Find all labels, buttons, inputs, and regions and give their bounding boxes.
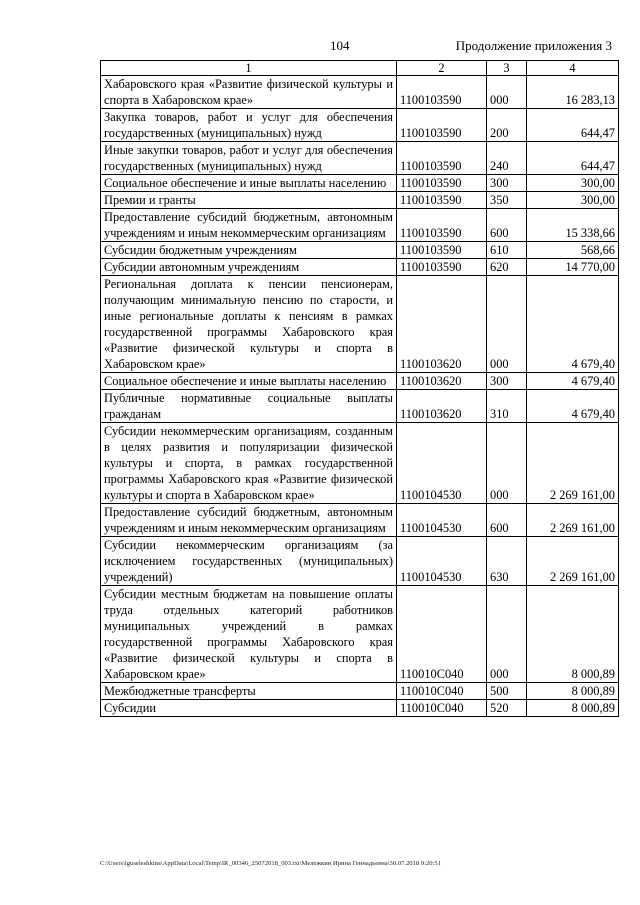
cell-type: 000 bbox=[487, 76, 527, 109]
cell-code: 1100104530 bbox=[397, 423, 487, 504]
table-row bbox=[101, 586, 619, 683]
cell-name: Субсидии bbox=[101, 700, 397, 717]
cell-name: Публичные нормативные социальные выплаты гражданам bbox=[101, 390, 397, 423]
cell-code: 1100103590 bbox=[397, 175, 487, 192]
cell-sum: 2 269 161,00 bbox=[527, 504, 619, 537]
cell-sum: 8 000,89 bbox=[527, 683, 619, 700]
cell-type: 310 bbox=[487, 390, 527, 423]
table-row bbox=[101, 209, 619, 242]
table-body bbox=[101, 76, 619, 717]
cell-sum: 15 338,66 bbox=[527, 209, 619, 242]
cell-name: Межбюджетные трансферты bbox=[101, 683, 397, 700]
cell-code: 1100103590 bbox=[397, 242, 487, 259]
table-row bbox=[101, 76, 619, 109]
cell-code: 1100103590 bbox=[397, 142, 487, 175]
table-row bbox=[101, 390, 619, 423]
cell-code: 1100104530 bbox=[397, 537, 487, 586]
cell-sum: 2 269 161,00 bbox=[527, 423, 619, 504]
table-header-row bbox=[101, 61, 619, 76]
file-path-footer: C:\Users\iguseleshkina\AppData\Local\Temp\IR_00346_25072018_003.txt\Мележкин Ирина Геннадьевна\30.07.2018 9:20:51 bbox=[100, 860, 441, 867]
cell-code: 1100103590 bbox=[397, 192, 487, 209]
cell-type: 600 bbox=[487, 504, 527, 537]
cell-sum: 300,00 bbox=[527, 192, 619, 209]
cell-name: Премии и гранты bbox=[101, 192, 397, 209]
cell-name: Субсидии некоммерческим организациям, созданным в целях развития и популяризации физической культуры и спорта, в рамках государственной программы Хабаровского края «Развитие физической культуры и спорта в Хабаровском крае» bbox=[101, 423, 397, 504]
cell-code: 1100104530 bbox=[397, 504, 487, 537]
column-header-name: 1 bbox=[101, 61, 397, 76]
page-header bbox=[0, 38, 640, 58]
cell-sum: 2 269 161,00 bbox=[527, 537, 619, 586]
cell-code: 1100103620 bbox=[397, 276, 487, 373]
cell-code: 1100103590 bbox=[397, 209, 487, 242]
cell-type: 630 bbox=[487, 537, 527, 586]
cell-code: 1100103590 bbox=[397, 259, 487, 276]
cell-name: Иные закупки товаров, работ и услуг для обеспечения государственных (муниципальных) нужд bbox=[101, 142, 397, 175]
column-header-type: 3 bbox=[487, 61, 527, 76]
cell-code: 1100103590 bbox=[397, 109, 487, 142]
cell-code: 110010С040 bbox=[397, 700, 487, 717]
cell-name: Субсидии некоммерческим организациям (за исключением государственных (муниципальных) учреждений) bbox=[101, 537, 397, 586]
column-header-sum: 4 bbox=[527, 61, 619, 76]
cell-code: 1100103620 bbox=[397, 390, 487, 423]
cell-code: 110010С040 bbox=[397, 683, 487, 700]
table-row bbox=[101, 373, 619, 390]
budget-table bbox=[100, 60, 619, 717]
table-row bbox=[101, 175, 619, 192]
cell-type: 520 bbox=[487, 700, 527, 717]
page-number: 104 bbox=[330, 38, 350, 53]
cell-sum: 568,66 bbox=[527, 242, 619, 259]
cell-sum: 8 000,89 bbox=[527, 700, 619, 717]
table-row bbox=[101, 276, 619, 373]
cell-sum: 644,47 bbox=[527, 109, 619, 142]
table-row bbox=[101, 109, 619, 142]
cell-type: 300 bbox=[487, 373, 527, 390]
table-row bbox=[101, 423, 619, 504]
table-row bbox=[101, 242, 619, 259]
cell-type: 200 bbox=[487, 109, 527, 142]
cell-sum: 4 679,40 bbox=[527, 390, 619, 423]
cell-name: Субсидии бюджетным учреждениям bbox=[101, 242, 397, 259]
cell-code: 110010С040 bbox=[397, 586, 487, 683]
cell-type: 600 bbox=[487, 209, 527, 242]
table-row bbox=[101, 192, 619, 209]
cell-name: Социальное обеспечение и иные выплаты населению bbox=[101, 373, 397, 390]
cell-type: 000 bbox=[487, 586, 527, 683]
cell-sum: 14 770,00 bbox=[527, 259, 619, 276]
table-row bbox=[101, 537, 619, 586]
cell-type: 240 bbox=[487, 142, 527, 175]
table-row bbox=[101, 142, 619, 175]
cell-name: Хабаровского края «Развитие физической культуры и спорта в Хабаровском крае» bbox=[101, 76, 397, 109]
cell-type: 350 bbox=[487, 192, 527, 209]
cell-type: 000 bbox=[487, 423, 527, 504]
cell-code: 1100103590 bbox=[397, 76, 487, 109]
cell-code: 1100103620 bbox=[397, 373, 487, 390]
cell-type: 610 bbox=[487, 242, 527, 259]
table-row bbox=[101, 504, 619, 537]
table-row bbox=[101, 700, 619, 717]
cell-type: 620 bbox=[487, 259, 527, 276]
cell-sum: 300,00 bbox=[527, 175, 619, 192]
table-row bbox=[101, 259, 619, 276]
continuation-label: Продолжение приложения 3 bbox=[455, 38, 612, 53]
cell-name: Закупка товаров, работ и услуг для обеспечения государственных (муниципальных) нужд bbox=[101, 109, 397, 142]
cell-type: 300 bbox=[487, 175, 527, 192]
cell-sum: 16 283,13 bbox=[527, 76, 619, 109]
cell-sum: 4 679,40 bbox=[527, 373, 619, 390]
cell-name: Субсидии местным бюджетам на повышение оплаты труда отдельных категорий работников муниципальных учреждений в рамках государственной программы Хабаровского края «Развитие физической культуры и спорта в Хабаровском крае» bbox=[101, 586, 397, 683]
cell-sum: 644,47 bbox=[527, 142, 619, 175]
cell-name: Предоставление субсидий бюджетным, автономным учреждениям и иным некоммерческим организациям bbox=[101, 209, 397, 242]
cell-type: 500 bbox=[487, 683, 527, 700]
cell-type: 000 bbox=[487, 276, 527, 373]
cell-name: Субсидии автономным учреждениям bbox=[101, 259, 397, 276]
table-row bbox=[101, 683, 619, 700]
column-header-code: 2 bbox=[397, 61, 487, 76]
cell-name: Региональная доплата к пенсии пенсионерам, получающим минимальную пенсию по старости, и иные региональные доплаты к пенсиям в рамках государственной программы Хабаровского края «Развитие физической культуры и спорта в Хабаровском крае» bbox=[101, 276, 397, 373]
cell-name: Социальное обеспечение и иные выплаты населению bbox=[101, 175, 397, 192]
cell-name: Предоставление субсидий бюджетным, автономным учреждениям и иным некоммерческим организациям bbox=[101, 504, 397, 537]
cell-sum: 4 679,40 bbox=[527, 276, 619, 373]
cell-sum: 8 000,89 bbox=[527, 586, 619, 683]
